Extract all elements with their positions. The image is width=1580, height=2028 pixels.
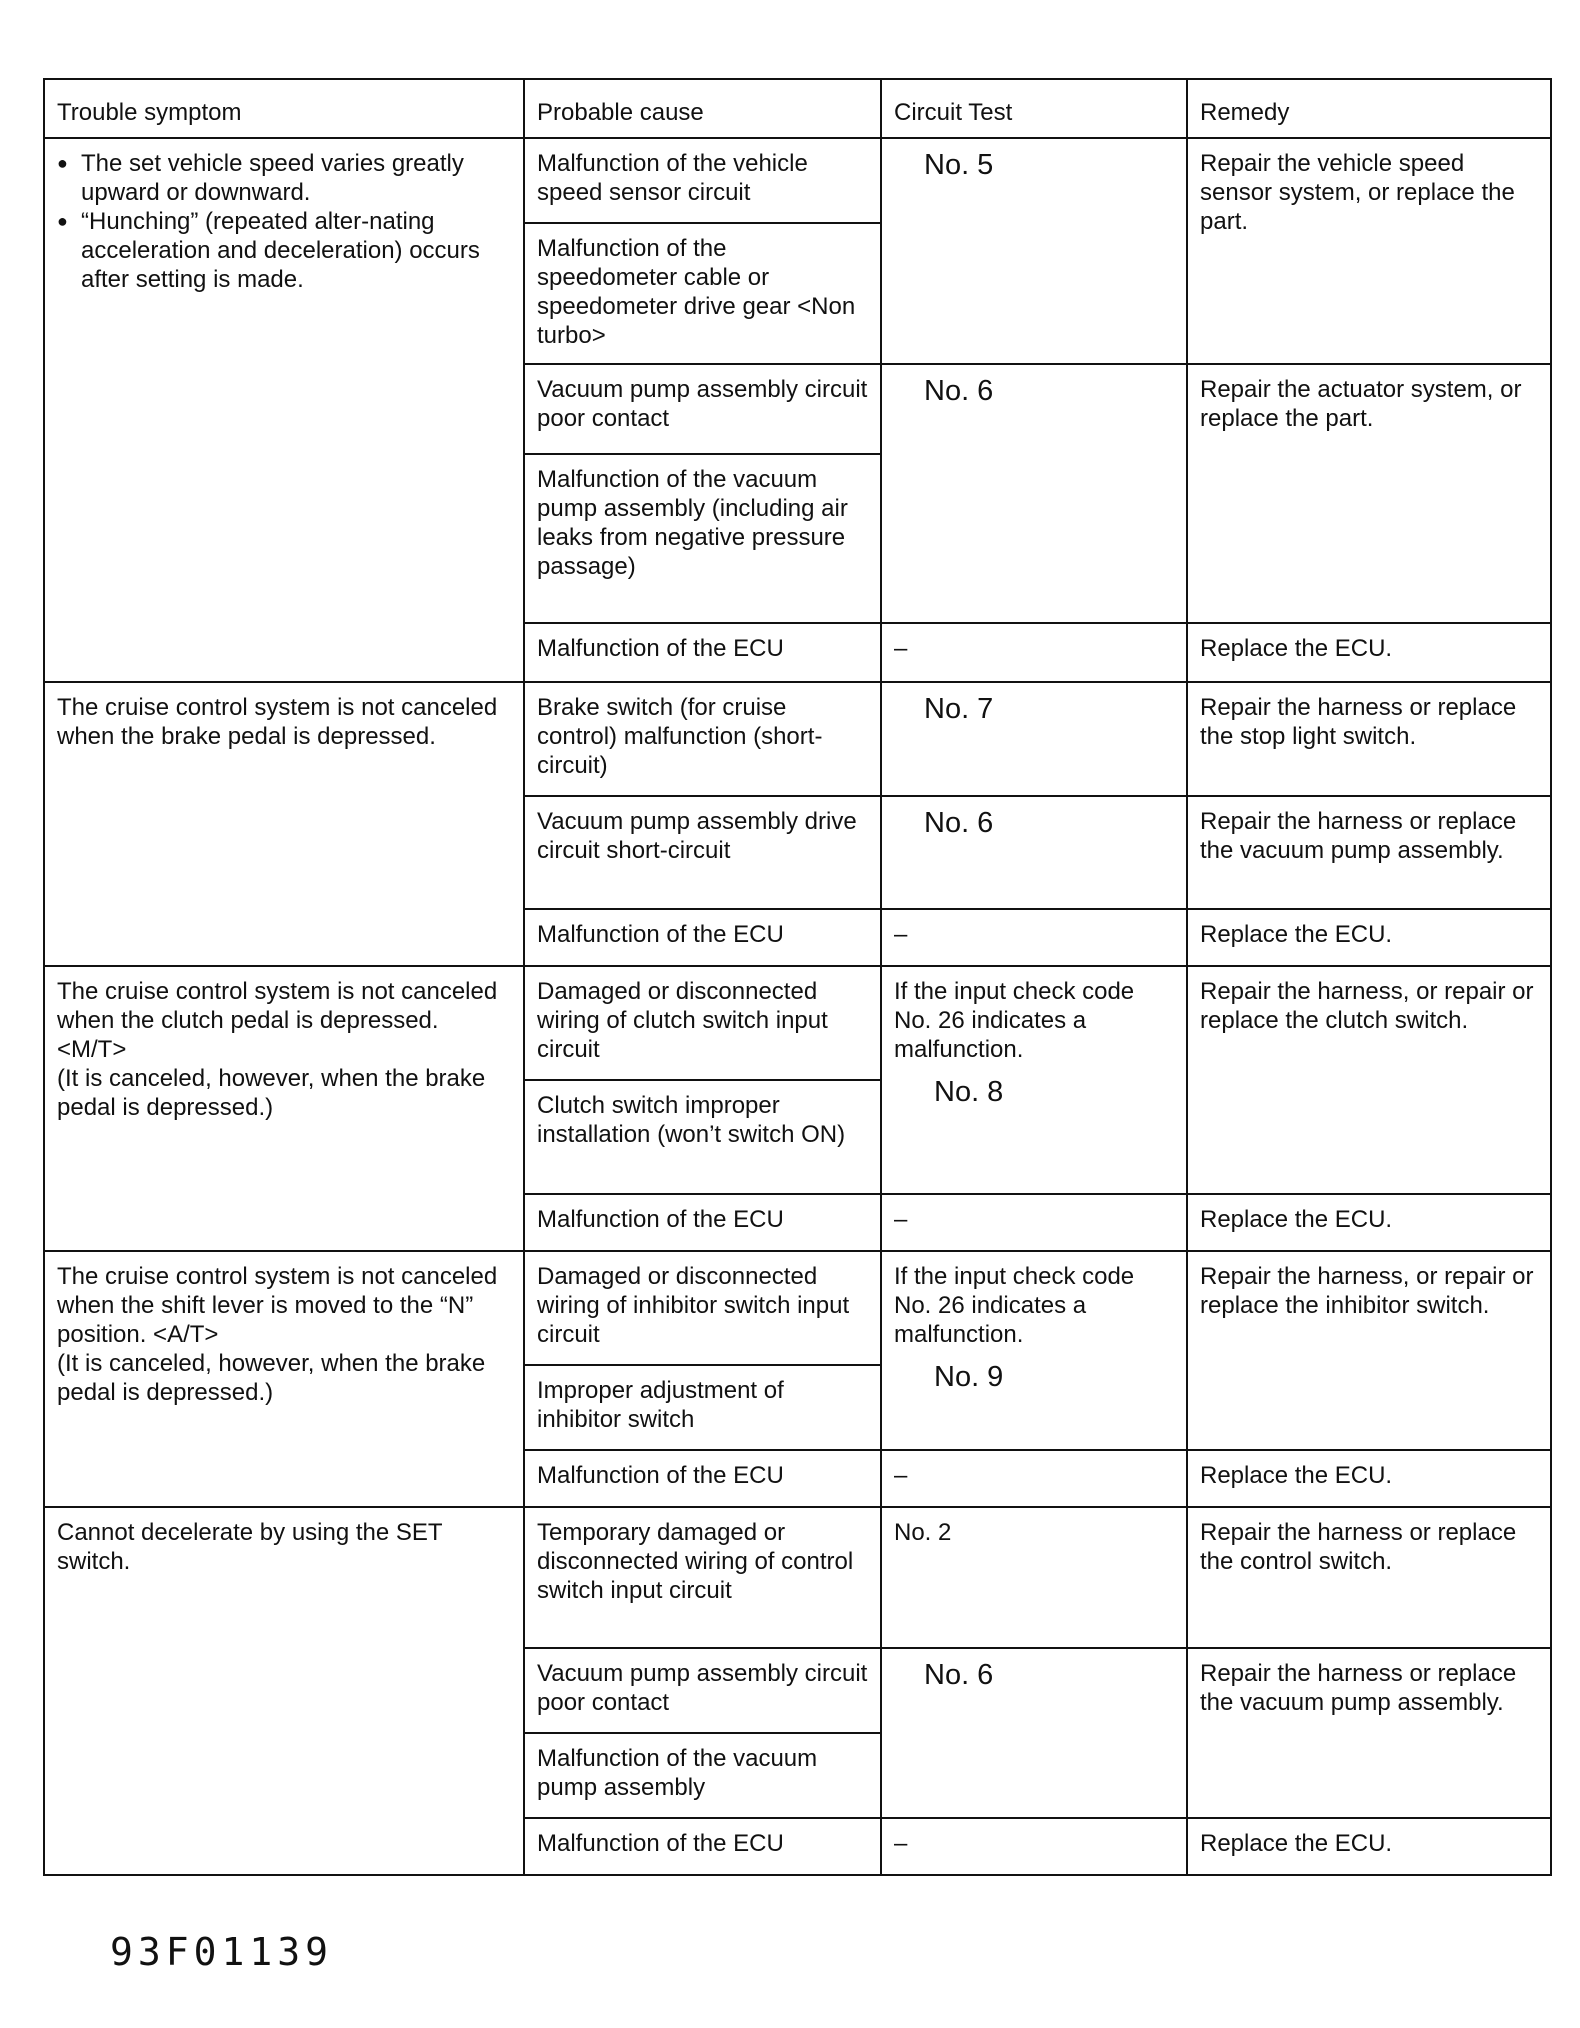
circuit-test-cell: –: [881, 1818, 1187, 1875]
circuit-test-number: No. 5: [924, 149, 994, 181]
circuit-test-number: No. 8: [934, 1076, 1004, 1108]
header-circuit-test: Circuit Test: [881, 79, 1187, 138]
symptom-bullet: ● “Hunching” (repeated alter-nating acceleration and deceleration) occurs after setting is made.: [81, 207, 511, 294]
header-remedy: Remedy: [1187, 79, 1551, 138]
header-probable-cause: Probable cause: [524, 79, 881, 138]
cause-cell: Damaged or disconnected wiring of clutch switch input circuit: [524, 966, 881, 1080]
cause-cell: Clutch switch improper installation (won’t switch ON): [524, 1080, 881, 1194]
cause-cell: Damaged or disconnected wiring of inhibitor switch input circuit: [524, 1251, 881, 1365]
circuit-test-cell: [881, 138, 1187, 364]
circuit-test-cell: [881, 682, 1187, 796]
header-trouble-symptom: Trouble symptom: [44, 79, 524, 138]
symptom-line: The cruise control system is not canceled when the clutch pedal is depressed. <M/T>: [57, 978, 498, 1063]
circuit-test-cell: [881, 1251, 1187, 1450]
troubleshooting-table: [43, 78, 1552, 1876]
table-row: [44, 682, 1551, 796]
cause-cell: Malfunction of the speedometer cable or speedometer drive gear <Non turbo>: [524, 223, 881, 364]
circuit-test-cell: [881, 364, 1187, 623]
circuit-test-number: No. 6: [924, 1659, 994, 1691]
circuit-test-number: No. 6: [924, 807, 994, 839]
symptom-bullet: ● The set vehicle speed varies greatly upward or downward.: [81, 149, 511, 207]
circuit-test-cell: [881, 1648, 1187, 1818]
header-row: [44, 79, 1551, 138]
cause-cell: Malfunction of the ECU: [524, 909, 881, 966]
symptom-cell: [44, 138, 524, 682]
circuit-test-note: If the input check code No. 26 indicates a malfunction.: [894, 1263, 1135, 1348]
cause-cell: Malfunction of the vehicle speed sensor circuit: [524, 138, 881, 223]
circuit-test-cell: No. 2: [881, 1507, 1187, 1648]
circuit-test-cell: –: [881, 623, 1187, 682]
figure-code: 93F01139: [110, 1930, 334, 1974]
remedy-cell: Repair the actuator system, or replace the part.: [1187, 364, 1551, 623]
remedy-cell: Repair the harness or replace the stop light switch.: [1187, 682, 1551, 796]
remedy-cell: Repair the harness, or repair or replace the inhibitor switch.: [1187, 1251, 1551, 1450]
cause-cell: Vacuum pump assembly circuit poor contact: [524, 1648, 881, 1733]
circuit-test-cell: –: [881, 909, 1187, 966]
symptom-line: The cruise control system is not canceled when the shift lever is moved to the “N” position. <A/T>: [57, 1263, 498, 1348]
circuit-test-cell: [881, 796, 1187, 909]
symptom-cell: [44, 966, 524, 1251]
cause-cell: Malfunction of the vacuum pump assembly: [524, 1733, 881, 1818]
cause-cell: Improper adjustment of inhibitor switch: [524, 1365, 881, 1450]
remedy-cell: Repair the harness, or repair or replace the clutch switch.: [1187, 966, 1551, 1194]
circuit-test-cell: –: [881, 1194, 1187, 1251]
remedy-cell: Replace the ECU.: [1187, 909, 1551, 966]
cause-cell: Vacuum pump assembly circuit poor contact: [524, 364, 881, 454]
circuit-test-number: No. 9: [934, 1361, 1004, 1393]
table-row: [44, 966, 1551, 1080]
circuit-test-cell: –: [881, 1450, 1187, 1507]
symptom-cell: [44, 1251, 524, 1507]
cause-cell: Malfunction of the ECU: [524, 623, 881, 682]
circuit-test-number: No. 7: [924, 693, 994, 725]
cause-cell: Malfunction of the ECU: [524, 1194, 881, 1251]
cause-cell: Malfunction of the ECU: [524, 1818, 881, 1875]
remedy-cell: Replace the ECU.: [1187, 623, 1551, 682]
symptom-cell: Cannot decelerate by using the SET switch.: [44, 1507, 524, 1875]
symptom-line: (It is canceled, however, when the brake pedal is depressed.): [57, 1065, 486, 1121]
circuit-test-number: No. 6: [924, 375, 994, 407]
circuit-test-note: If the input check code No. 26 indicates a malfunction.: [894, 978, 1135, 1063]
table-row: [44, 1251, 1551, 1365]
remedy-cell: Replace the ECU.: [1187, 1450, 1551, 1507]
remedy-cell: Repair the vehicle speed sensor system, or replace the part.: [1187, 138, 1551, 364]
circuit-test-cell: [881, 966, 1187, 1194]
cause-cell: Temporary damaged or disconnected wiring of control switch input circuit: [524, 1507, 881, 1648]
cause-cell: Malfunction of the vacuum pump assembly (including air leaks from negative pressure passage): [524, 454, 881, 623]
symptom-cell: The cruise control system is not canceled when the brake pedal is depressed.: [44, 682, 524, 966]
remedy-cell: Replace the ECU.: [1187, 1818, 1551, 1875]
symptom-bullet-list: [57, 149, 511, 294]
table-row: [44, 1507, 1551, 1648]
remedy-cell: Replace the ECU.: [1187, 1194, 1551, 1251]
remedy-cell: Repair the harness or replace the control switch.: [1187, 1507, 1551, 1648]
symptom-line: (It is canceled, however, when the brake pedal is depressed.): [57, 1350, 486, 1406]
cause-cell: Brake switch (for cruise control) malfunction (short-circuit): [524, 682, 881, 796]
cause-cell: Malfunction of the ECU: [524, 1450, 881, 1507]
cause-cell: Vacuum pump assembly drive circuit short-circuit: [524, 796, 881, 909]
remedy-cell: Repair the harness or replace the vacuum pump assembly.: [1187, 1648, 1551, 1818]
table-row: [44, 138, 1551, 223]
remedy-cell: Repair the harness or replace the vacuum pump assembly.: [1187, 796, 1551, 909]
